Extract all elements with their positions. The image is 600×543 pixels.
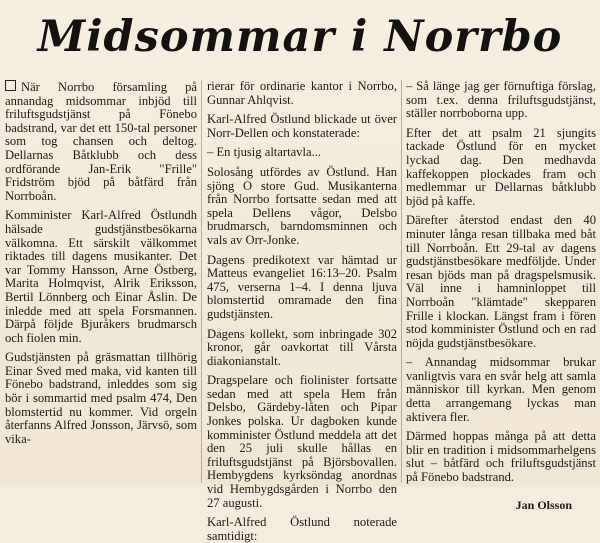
paragraph: – Så länge jag ger förnuftiga förslag, som t.ex. denna friluftsgudstjänst, ställer norrboborna upp.	[406, 79, 596, 121]
paragraph: Därmed hoppas många på att detta blir en tradition i midsommarhelgens slut – båtfärd och friluftsgudstjänst på Fönebo badstrand.	[406, 429, 596, 485]
paragraph: Komminister Karl-Alfred Östlundh hälsade gudstjänstbesökarna välkomna. Ett särskilt välkommet riktades till dagens musikanter. Det var Tommy Hansson, Arne Östberg, Marita Holmqvist, Alrik Eriksson, Bertil Lönnberg och Einar Åslin. De inledde med att spela Forsmannen. Därpå följde Bjuråkers brudmarsch och fiolen min.	[5, 208, 197, 345]
paragraph: Därefter återstod endast den 40 minuter långa resan tillbaka med båt till Norrboån. Ett 29-tal av dagens gudstjänstbesökare medföljde. Under resan bjöds man på dragspelsmusik. Väl inne i hamninloppet till Norrboån "klämtade" skepparen Frille i klockan. Längst fram i fören stod komminister Östlund och en rad nöjda gudstjänstbesökare.	[406, 213, 596, 350]
paragraph-text: När Norrbo församling på annandag midsommar inbjöd till friluftsgudstjänst på Fönebo badstrand, var det ett 150-tal personer som tog chansen och deltog. Dellarnas Båtklubb och dess ordförande Jan-Erik "Frille" Fridström bjöd på båtfärd från Norrboån.	[5, 80, 197, 203]
paragraph: Karl-Alfred Östlund blickade ut över Norr-Dellen och konstaterade:	[207, 112, 397, 140]
column-divider	[201, 80, 202, 483]
paragraph: Gudstjänsten på gräsmattan tillhörig Einar Sved med maka, vid kanten till Fönebo badstrand, inleddes som sig bör i sommartid med psalm 474, Den blomstertid nu kommer. Vid orgeln återfanns Alfred Jonsson, Järvsö, som vika-	[5, 350, 197, 446]
paragraph: Dagens predikotext var hämtad ur Matteus evangeliet 16:13–20. Psalm 475, verserna 1–4. I denna ljuva blomstertid omramade den fina gudstjänsten.	[207, 252, 397, 321]
column-divider	[401, 80, 402, 483]
paragraph: Karl-Alfred Östlund noterade samtidigt:	[207, 515, 397, 543]
paragraph: – En tjusig altartavla...	[207, 145, 322, 160]
paragraph: Efter det att psalm 21 sjungits tackade Östlund för en mycket lyckad dag. Den medhavda kaffekoppen plockades fram och medlemmar ur Dellarnas båtklubb bjöd på kaffe.	[406, 125, 596, 208]
byline: Jan Olsson	[515, 497, 572, 512]
paragraph	[5, 80, 197, 203]
paragraph: Dragspelare och fiolinister fortsatte sedan med att spela Hem från Delsbo, Gärdeby-låten och Pipar Jonkes polska. Ur dagboken kunde komminister Östlund meddela att det den 25 juli skulle hållas en friluftsgudstjänst på Björsbovallen. Hembygdens kyrksöndag anordnas vid Hembygdsgården i Norrbo den 27 augusti.	[207, 373, 397, 510]
paragraph: – Annandag midsommar brukar vanligtvis vara en svår helg att samla människor till kyrkan. Men genom detta arrangemang lyckas man aktivera fler.	[406, 355, 596, 424]
column-1	[5, 80, 197, 485]
column-3	[406, 79, 596, 512]
lead-box-icon	[5, 80, 16, 91]
paragraph: rierar för ordinarie kantor i Norrbo, Gunnar Ahlqvist.	[207, 79, 397, 107]
column-2	[207, 79, 397, 543]
paragraph: Solosång utfördes av Östlund. Han sjöng O store Gud. Musikanterna från Norrbo fortsatte sedan med att spela Dellens vågor, Delsbo brudmarsch, barndomsminnen och vals av Orr-Jonke.	[207, 164, 397, 247]
paragraph: Dagens kollekt, som inbringade 302 kronor, går oavkortat till Vårsta diakonianstalt.	[207, 326, 397, 368]
headline: Midsommar i Norrbo	[37, 12, 563, 62]
